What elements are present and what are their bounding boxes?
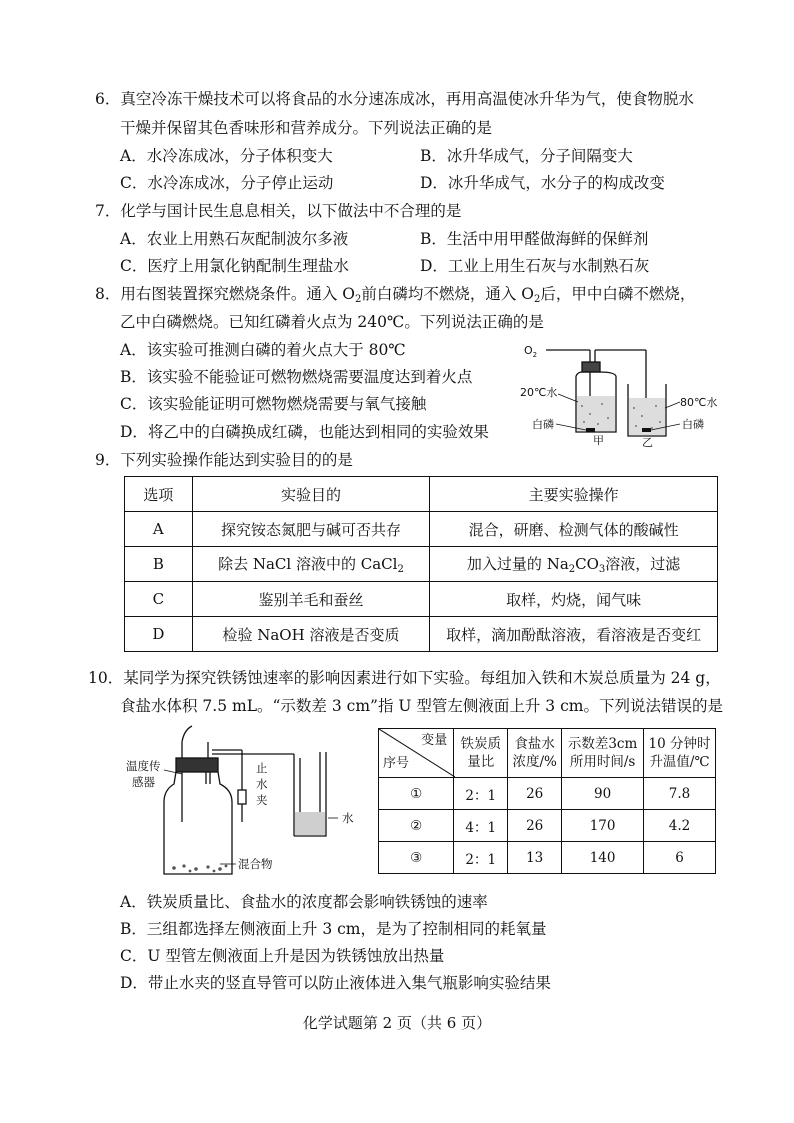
water-label: 水 (342, 811, 354, 825)
header-cell (644, 729, 716, 778)
header-cell: 选项 (125, 477, 193, 512)
page-footer: 化学试题第 2 页（共 6 页） (302, 1014, 492, 1032)
clamp-label-3: 夹 (256, 793, 268, 807)
q6-stem-line2: 干燥并保留其色香味形和营养成分。下列说法正确的是 (120, 119, 493, 137)
q7-option-b: B．生活中用甲醛做海鲜的保鲜剂 (420, 230, 649, 248)
table-row (379, 810, 716, 842)
subscript-2: 2 (568, 564, 576, 575)
operation-cell: 取样，滴加酚酞溶液，看溶液是否变红 (430, 617, 718, 652)
q7-option-a: A．农业上用熟石灰配制波尔多液 (120, 230, 349, 248)
mixture-label: 混合物 (238, 857, 273, 871)
purpose-cell: 鉴别羊毛和蚕丝 (192, 582, 430, 617)
table-row (125, 512, 718, 547)
q10-option-b: B．三组都选择左侧液面上升 3 cm，是为了控制相同的耗氧量 (120, 920, 547, 938)
header-line: 所用时间/s (569, 754, 636, 770)
q6-option-d: D．冰升华成气，水分子的构成改变 (420, 174, 665, 192)
table-cell: 170 (562, 810, 644, 842)
table-cell: 140 (562, 842, 644, 874)
q8-stem-part3: 后，甲中白磷不燃烧， (540, 285, 696, 303)
q6-option-a: A．水冷冻成冰，分子体积变大 (120, 147, 333, 165)
jia-label: 甲 (593, 434, 604, 447)
combustion-apparatus-figure (520, 336, 730, 448)
purpose-cell: 探究铵态氮肥与碱可否共存 (192, 512, 430, 547)
q9-table (124, 476, 718, 652)
header-line: 示数差3cm (567, 736, 638, 752)
o2-label: $O_2$ (524, 344, 538, 359)
header-line: 10 分钟时 (648, 736, 711, 752)
clamp-label-1: 止 (256, 761, 268, 775)
q6-stem-line1: 6．真空冷冻干燥技术可以将食品的水分速冻成冰，再用高温使冰升华为气，使食物脱水 (95, 90, 694, 108)
q8-stem-part2: 前白磷均不燃烧，通入 O (361, 285, 535, 303)
q6-option-b: B．冰升华成气，分子间隔变大 (420, 147, 633, 165)
header-line: 铁炭质 (460, 736, 501, 752)
table-cell: 7.8 (644, 778, 716, 810)
option-cell: B (125, 547, 193, 582)
q8-option-d: D．将乙中的白磷换成红磷，也能达到相同的实验效果 (120, 423, 489, 441)
q8-stem-part1: 8．用右图装置探究燃烧条件。通入 O (95, 285, 355, 303)
purpose-cell (192, 547, 430, 582)
q8-option-b: B．该实验不能验证可燃物燃烧需要温度达到着火点 (120, 368, 473, 386)
q8-stem-line2: 乙中白磷燃烧。已知红磷着火点为 240℃。下列说法正确的是 (120, 313, 544, 331)
header-line: 升温值/℃ (649, 754, 710, 770)
table-cell: ② (379, 810, 454, 842)
subscript-2: 2 (397, 564, 404, 575)
variable-label: 变量 (421, 733, 448, 748)
header-cell: 实验目的 (192, 477, 430, 512)
operation-cell: 混合，研磨、检测气体的酸碱性 (430, 512, 718, 547)
subscript-3: 3 (598, 564, 606, 575)
q8-option-c: C．该实验能证明可燃物燃烧需要与氧气接触 (120, 395, 427, 413)
q7-stem: 7．化学与国计民生息息相关，以下做法中不合理的是 (95, 202, 462, 220)
table-row (125, 547, 718, 582)
q10-option-c: C．U 型管左侧液面上升是因为铁锈蚀放出热量 (120, 947, 445, 965)
table-row (379, 842, 716, 874)
option-cell: C (125, 582, 193, 617)
header-line: 量比 (467, 754, 495, 770)
header-line: 食盐水 (514, 736, 555, 752)
subscript-2: 2 (534, 294, 541, 305)
operation-text-part1: 加入过量的 Na (466, 555, 569, 573)
header-line: 浓度/% (512, 754, 557, 770)
yi-label: 乙 (642, 436, 653, 448)
header-cell (562, 729, 644, 778)
index-label: 序号 (383, 756, 410, 771)
table-cell: 13 (508, 842, 562, 874)
operation-cell: 取样，灼烧，闻气味 (430, 582, 718, 617)
table-cell: 6 (644, 842, 716, 874)
table-cell: ① (379, 778, 454, 810)
header-cell (508, 729, 562, 778)
option-cell: A (125, 512, 193, 547)
sensor-label-line2: 感器 (132, 775, 155, 789)
q10-stem-line2: 食盐水体积 7.5 mL。“示数差 3 cm”指 U 型管左侧液面上升 3 cm。下列说法错误的是 (120, 697, 723, 715)
q7-option-c: C．医疗上用氯化钠配制生理盐水 (120, 257, 349, 275)
table-row (125, 582, 718, 617)
q9-stem: 9．下列实验操作能达到实验目的的是 (95, 451, 353, 469)
q10-option-d: D．带止水夹的竖直导管可以防止液体进入集气瓶影响实验结果 (120, 974, 551, 992)
q10-table (378, 728, 716, 874)
q7-option-d: D．工业上用生石灰与水制熟石灰 (420, 257, 650, 275)
water-80c-label: 80℃水 (680, 396, 718, 409)
table-cell: 4：1 (454, 810, 508, 842)
operation-text-part3: 溶液，过滤 (605, 555, 681, 573)
purpose-cell: 检验 NaOH 溶液是否变质 (192, 617, 430, 652)
table-cell: 4.2 (644, 810, 716, 842)
subscript-2: 2 (355, 294, 362, 305)
operation-cell (430, 547, 718, 582)
table-row (125, 617, 718, 652)
purpose-text: 除去 NaCl 溶液中的 CaCl (218, 555, 398, 573)
header-cell (454, 729, 508, 778)
option-cell: D (125, 617, 193, 652)
table-cell: ③ (379, 842, 454, 874)
q8-stem-line1 (95, 283, 695, 311)
q10-option-a: A．铁炭质量比、食盐水的浓度都会影响铁锈蚀的速率 (120, 893, 488, 911)
table-row (379, 778, 716, 810)
white-phosphorus-right-label: 白磷 (682, 418, 704, 431)
operation-text-part2: CO (575, 555, 599, 573)
table-cell: 2：1 (454, 842, 508, 874)
sensor-label-line1: 温度传 (126, 759, 161, 773)
table-cell: 26 (508, 810, 562, 842)
table-cell: 2：1 (454, 778, 508, 810)
corner-header-cell (379, 729, 454, 778)
header-cell: 主要实验操作 (430, 477, 718, 512)
q8-option-a: A．该实验可推测白磷的着火点大于 80℃ (120, 341, 406, 359)
q10-stem-line1: 10．某同学为探究铁锈蚀速率的影响因素进行如下实验。每组加入铁和木炭总质量为 24 g， (88, 669, 721, 687)
table-cell: 26 (508, 778, 562, 810)
white-phosphorus-left-label: 白磷 (532, 418, 554, 431)
water-20c-label: 20℃水 (520, 386, 558, 399)
rust-apparatus-figure (124, 722, 374, 880)
table-header-row (379, 729, 716, 778)
clamp-label-2: 水 (256, 777, 268, 791)
table-header-row (125, 477, 718, 512)
table-cell: 90 (562, 778, 644, 810)
q6-option-c: C．水冷冻成冰，分子停止运动 (120, 174, 334, 192)
